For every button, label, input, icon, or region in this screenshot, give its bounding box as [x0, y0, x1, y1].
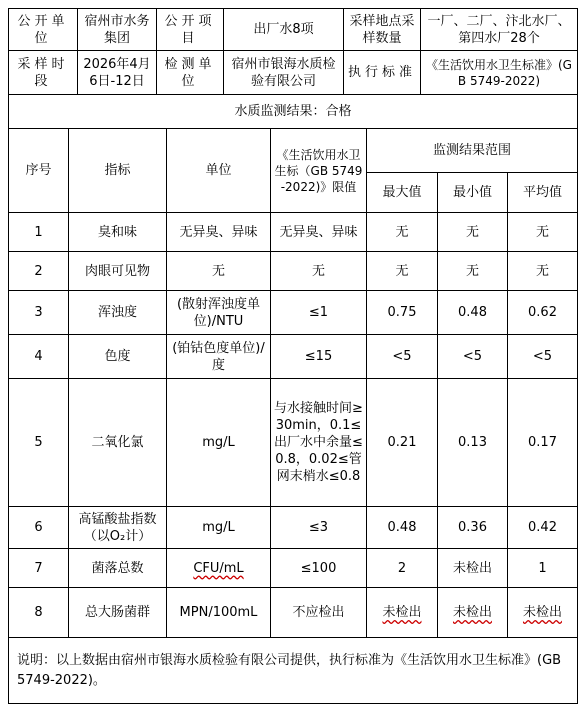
sampling-site-label: 采样地点采样数量 [349, 13, 415, 46]
table-cell-avg: 未检出 [522, 605, 562, 620]
standard-value: 《生活饮用水卫生标准》(GB 5749-2022) [426, 57, 572, 88]
table-cell-indicator: 肉眼可见物 [84, 263, 150, 279]
table-cell-limit: 与水接触时间≥30min，0.1≤出厂水中余量≤0.8，0.02≤管网末梢水≤0.8 [274, 401, 363, 484]
table-cell-min: 无 [465, 224, 479, 240]
table-cell-max: 0.75 [387, 305, 417, 320]
table-cell-limit: 无 [311, 263, 325, 279]
table-cell-unit: 无异臭、异味 [179, 224, 258, 240]
standard-label: 执行标准 [347, 65, 416, 80]
col-max: 最大值 [382, 185, 422, 200]
table-cell-max: 2 [397, 560, 407, 576]
table-cell-indicator: 总大肠菌群 [84, 605, 150, 620]
col-unit: 单位 [205, 163, 232, 178]
sampling-period-label: 采样时段 [17, 56, 69, 89]
col-avg: 平均值 [522, 185, 562, 200]
public-unit-value: 宿州市水务集团 [84, 13, 150, 46]
col-seq: 序号 [25, 163, 52, 178]
table-cell-min: 0.36 [458, 520, 487, 535]
table-cell-max: <5 [392, 349, 412, 364]
table-cell-max: 0.21 [387, 435, 417, 450]
table-cell-seq: 7 [34, 560, 43, 576]
table-cell-avg: 0.17 [528, 435, 557, 450]
table-cell-min: 0.48 [458, 305, 487, 320]
table-cell-indicator: 菌落总数 [91, 560, 144, 576]
table-cell-indicator: 浑浊度 [97, 305, 137, 320]
table-cell-avg: <5 [532, 349, 553, 364]
table-cell-unit: (散射浑浊度单位)/NTU [176, 296, 261, 329]
table-cell-limit: 不应检出 [292, 605, 345, 620]
table-cell-max: 0.48 [387, 520, 417, 535]
table-cell-seq: 4 [34, 349, 43, 364]
table-cell-unit: mg/L [202, 520, 235, 535]
col-min: 最小值 [452, 185, 492, 200]
testing-unit-label: 检测单位 [164, 56, 216, 89]
table-cell-limit: 无异臭、异味 [279, 224, 358, 240]
table-cell-min: 0.13 [458, 435, 487, 450]
table-cell-avg: 0.62 [528, 305, 557, 320]
table-cell-limit: ≤100 [300, 560, 337, 576]
col-limit: 《生活饮用水卫生标（GB 5749-2022)》限值 [274, 147, 363, 194]
table-cell-limit: ≤15 [304, 349, 333, 364]
table-cell-limit: ≤1 [308, 305, 329, 320]
table-cell-unit: 无 [211, 263, 225, 279]
table-cell-indicator: 二氧化氯 [91, 435, 144, 450]
public-item-label: 公开项目 [164, 13, 216, 46]
col-range: 监测结果范围 [432, 143, 511, 158]
table-cell-min: 无 [465, 263, 479, 279]
table-cell-seq: 3 [34, 305, 43, 320]
footnote: 说明：以上数据由宿州市银海水质检验有限公司提供，执行标准为《生活饮用水卫生标准》(GB 5749-2022)。 [17, 652, 562, 688]
table-cell-limit: ≤3 [308, 520, 329, 535]
testing-unit-value: 宿州市银海水质检验有限公司 [231, 56, 336, 89]
table-cell-min: 未检出 [452, 605, 492, 620]
table-cell-seq: 5 [34, 435, 43, 450]
table-cell-min: 未检出 [452, 560, 492, 576]
table-cell-unit: (铂钴色度单位)/度 [172, 340, 265, 373]
table-cell-seq: 6 [34, 520, 43, 535]
sampling-site-value: 一厂、二厂、汴北水厂、第四水厂28个 [427, 13, 571, 46]
public-item-value: 出厂水8项 [253, 22, 314, 37]
table-cell-max: 无 [395, 263, 409, 279]
public-unit-label: 公开单位 [17, 13, 69, 46]
table-cell-max: 未检出 [382, 605, 422, 620]
table-cell-unit: MPN/100mL [179, 605, 258, 620]
table-cell-max: 无 [395, 224, 409, 240]
table-cell-avg: 1 [538, 560, 547, 576]
table-cell-avg: 无 [535, 263, 549, 279]
table-cell-seq: 2 [34, 263, 43, 279]
table-cell-seq: 8 [34, 605, 43, 620]
table-cell-avg: 0.42 [528, 520, 557, 535]
col-indicator: 指标 [104, 163, 131, 178]
result-title: 水质监测结果：合格 [234, 104, 352, 119]
table-cell-avg: 无 [535, 224, 549, 240]
table-cell-indicator: 臭和味 [97, 224, 137, 240]
table-cell-seq: 1 [34, 224, 43, 240]
sampling-period-value: 2026年4月6日-12日 [83, 56, 151, 89]
table-cell-indicator: 色度 [104, 349, 131, 364]
table-cell-unit: mg/L [202, 435, 235, 450]
table-cell-indicator: 高锰酸盐指数（以O₂计） [78, 511, 157, 544]
table-cell-min: <5 [462, 349, 483, 364]
table-cell-unit: CFU/mL [193, 560, 244, 576]
